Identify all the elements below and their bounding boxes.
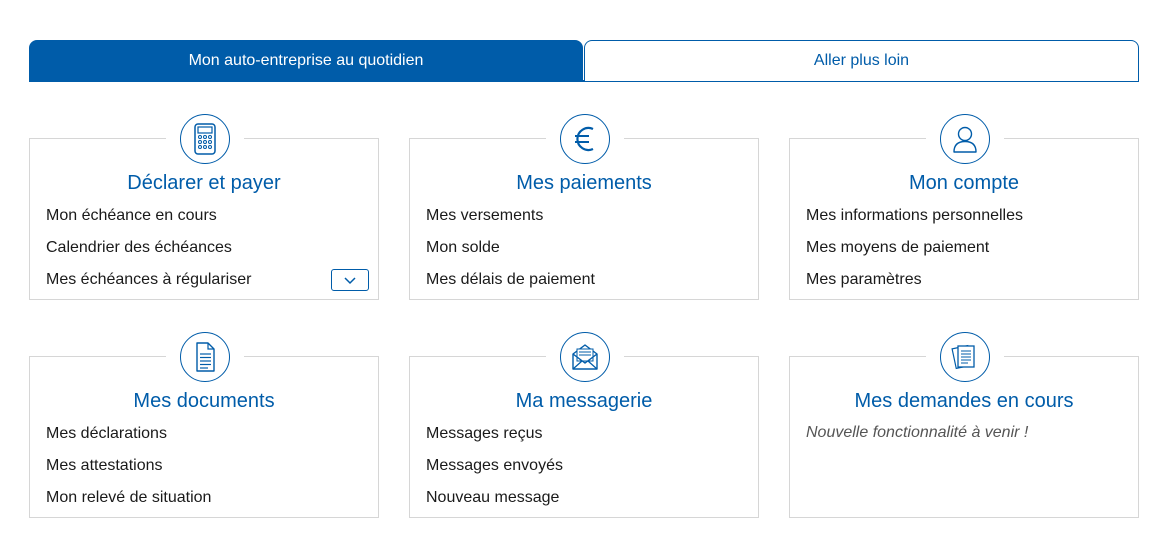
envelope-icon bbox=[560, 332, 610, 382]
requests-icon bbox=[940, 332, 990, 382]
link-attestations[interactable]: Mes attestations bbox=[46, 457, 163, 474]
link-messages-recus[interactable]: Messages reçus bbox=[426, 425, 543, 442]
tab-daily[interactable]: Mon auto-entreprise au quotidien bbox=[29, 40, 583, 81]
link-declarations[interactable]: Mes déclarations bbox=[46, 425, 167, 442]
card-ma-messagerie bbox=[409, 356, 759, 518]
link-nouveau-message[interactable]: Nouveau message bbox=[426, 489, 560, 506]
link-echeance-en-cours[interactable]: Mon échéance en cours bbox=[46, 207, 217, 224]
coming-soon-note: Nouvelle fonctionnalité à venir ! bbox=[806, 424, 1029, 441]
link-parametres[interactable]: Mes paramètres bbox=[806, 271, 922, 288]
card-title: Déclarer et payer bbox=[127, 172, 281, 194]
link-versements[interactable]: Mes versements bbox=[426, 207, 544, 224]
link-infos-personnelles[interactable]: Mes informations personnelles bbox=[806, 207, 1023, 224]
calculator-icon bbox=[180, 114, 230, 164]
card-title: Mes demandes en cours bbox=[854, 390, 1074, 412]
link-releve-situation[interactable]: Mon relevé de situation bbox=[46, 489, 212, 506]
link-solde[interactable]: Mon solde bbox=[426, 239, 500, 256]
link-calendrier-echeances[interactable]: Calendrier des échéances bbox=[46, 239, 232, 256]
link-messages-envoyes[interactable]: Messages envoyés bbox=[426, 457, 563, 474]
user-icon bbox=[940, 114, 990, 164]
euro-icon bbox=[560, 114, 610, 164]
link-delais-paiement[interactable]: Mes délais de paiement bbox=[426, 271, 595, 288]
document-icon bbox=[180, 332, 230, 382]
expand-button[interactable] bbox=[331, 269, 369, 291]
link-moyens-paiement[interactable]: Mes moyens de paiement bbox=[806, 239, 990, 256]
card-title: Mes documents bbox=[133, 390, 275, 412]
card-declarer-payer bbox=[29, 138, 379, 300]
card-mes-documents bbox=[29, 356, 379, 518]
card-mes-demandes bbox=[789, 356, 1139, 518]
chevron-down-icon bbox=[343, 276, 357, 285]
tab-bar bbox=[29, 40, 1139, 82]
card-title: Mon compte bbox=[908, 172, 1020, 194]
card-title: Ma messagerie bbox=[515, 390, 653, 412]
link-echeances-regulariser[interactable]: Mes échéances à régulariser bbox=[46, 271, 252, 288]
card-mon-compte bbox=[789, 138, 1139, 300]
tab-go-further[interactable]: Aller plus loin bbox=[584, 40, 1139, 81]
card-mes-paiements bbox=[409, 138, 759, 300]
card-title: Mes paiements bbox=[516, 172, 652, 194]
